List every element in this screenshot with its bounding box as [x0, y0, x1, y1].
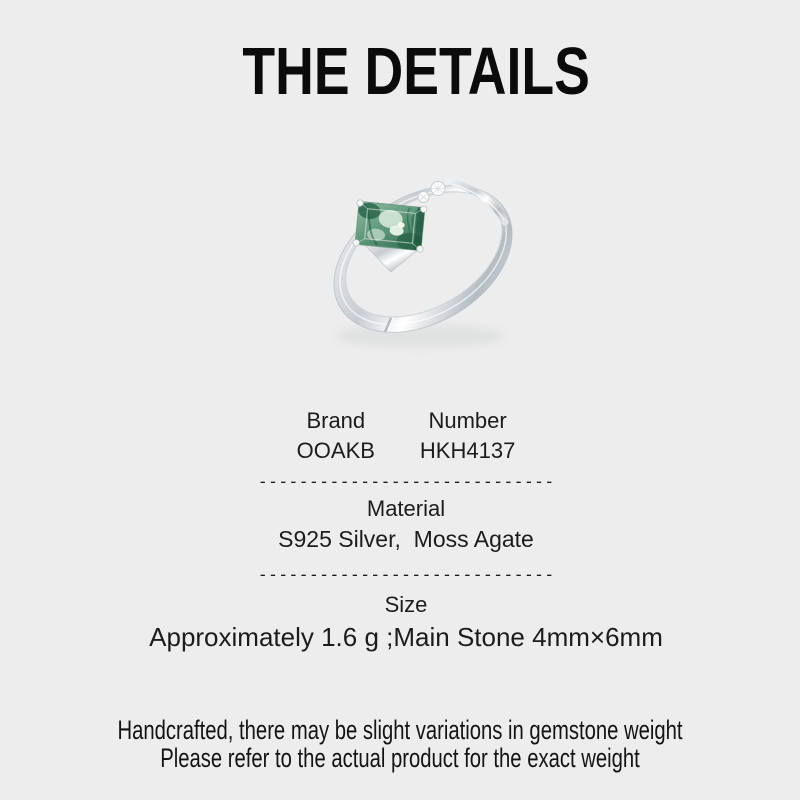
- size-label: Size: [384, 592, 428, 617]
- spec-brand: [297, 406, 375, 466]
- spec-list: [6, 406, 800, 652]
- brand-label: Brand: [306, 408, 366, 433]
- size-value: Approximately 1.6 g ;Main Stone 4mm×6mm: [149, 622, 663, 652]
- material-label: Material: [366, 496, 446, 521]
- number-label: Number: [428, 408, 507, 433]
- spec-columns: [6, 406, 800, 466]
- footer-line-1: Handcrafted, there may be slight variations in gemstone weight: [117, 715, 683, 745]
- footer-line-2: Please refer to the actual product for the exact weight: [160, 743, 640, 773]
- page-title-text: THE DETAILS: [242, 34, 590, 109]
- page-title: [16, 36, 800, 108]
- dashed-divider: -----------------------------: [257, 472, 555, 492]
- product-photo-ring: [260, 140, 560, 360]
- spec-number: [420, 406, 515, 466]
- brand-value: OOAKB: [296, 438, 375, 463]
- dashed-divider: -----------------------------: [257, 565, 555, 585]
- footer-note: [0, 716, 800, 772]
- number-value: HKH4137: [419, 438, 516, 463]
- main-stone: [353, 200, 429, 253]
- ring-photo-svg: [260, 140, 560, 360]
- material-value: S925 Silver, Moss Agate: [278, 526, 534, 552]
